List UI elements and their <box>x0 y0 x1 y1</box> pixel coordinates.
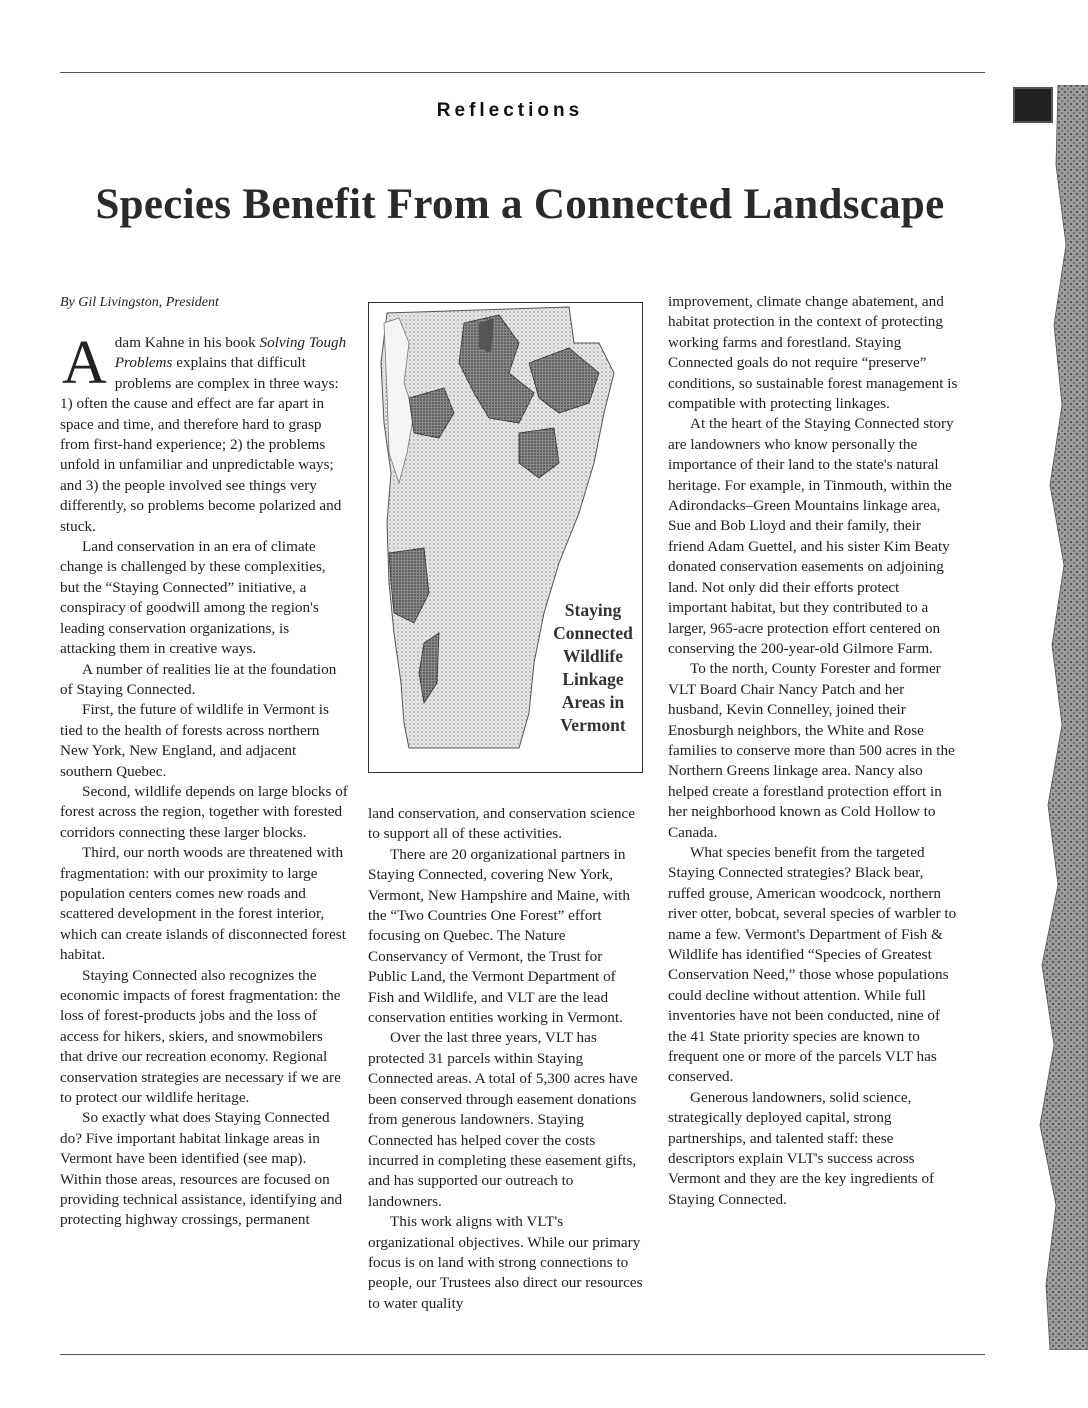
section-label: Reflections <box>436 100 584 121</box>
book-title: Solving Tough Problems <box>114 334 347 372</box>
paragraph: A number of realities lie at the foundation of Staying Connected. <box>60 660 337 698</box>
paragraph: What species benefit from the targeted Staying Connected strategies? Black bear, ruffed grouse, American woodcock, northern river otter, bobcat, several species of warbler to name a few. Vermont's Department of Fish & Wildlife has identified “Species of Greatest Conservation Need,” those whose populations could decline without attention. While full inventories have not been conducted, nine of the 41 State priority species are known to frequent one or more of the parcels VLT has conserved. <box>668 843 957 1086</box>
paragraph: Over the last three years, VLT has protected 31 parcels within Staying Connected areas. A total of 5,300 acres have been conserved through easement donations from generous landowners. Staying Connected has helped cover the costs incurred in completing these easement gifts, and has supported our outreach to landowners. <box>368 1029 638 1210</box>
paragraph: This work aligns with VLT's organizational objectives. While our primary focus is on land with strong connections to people, our Trustees also direct our resources to water quality <box>368 1213 643 1312</box>
paragraph: Generous landowners, solid science, strategically deployed capital, strong partnerships, and talented staff: these descriptors explain VLT's success across Vermont and they are the key ingredients of Staying Connected. <box>668 1088 935 1208</box>
drop-cap: A <box>62 329 107 397</box>
paragraph: There are 20 organizational partners in Staying Connected, covering New York, Vermont, New Hampshire and Maine, with the “Two Countries One Forest” effort focusing on Quebec. The Nature Conservancy of Vermont, the Trust for Public Land, the Vermont Department of Fish and Wildlife, and VLT are the lead conservation entities working in Vermont. <box>368 845 630 1027</box>
paragraph: First, the future of wildlife in Vermont is tied to the health of forests across northern New York, New England, and adjacent southern Quebec. <box>60 701 329 780</box>
paragraph: improvement, climate change abatement, and habitat protection in the context of protecting working farms and forestland. Staying Connected goals do not require “preserve” conditions, so sustainable forest management is compatible with protecting linkages. <box>668 293 958 413</box>
column-2 <box>368 804 643 1314</box>
paragraph: Second, wildlife depends on large blocks of forest across the region, together with forested corridors connecting these larger blocks. <box>60 782 348 841</box>
paragraph: Third, our north woods are threatened with fragmentation: with our proximity to large population centers comes new roads and scattered development in the forest interior, which can create islands of disconnected forest habitat. <box>60 844 346 964</box>
bottom-rule <box>60 1354 985 1355</box>
decorative-edge-strip <box>1028 85 1088 1350</box>
column-3 <box>668 292 960 1210</box>
paragraph: land conservation, and conservation science to support all of these activities. <box>368 805 635 843</box>
column-1 <box>60 329 348 1231</box>
paragraph: To the north, County Forester and former VLT Board Chair Nancy Patch and her husband, Kevin Connelley, joined their Enosburgh neighbors, the White and Rose families to conserve more than 500 acres in the Northern Greens linkage area. Nancy also helped create a forestland protection effort in her neighborhood known as Cold Hollow to Canada. <box>668 660 955 841</box>
headline: Species Benefit From a Connected Landscape <box>95 181 945 228</box>
top-rule <box>60 72 985 73</box>
corner-logo-mark <box>1013 87 1053 123</box>
map-caption: Staying Connected Wildlife Linkage Areas in Vermont <box>553 600 633 735</box>
linkage-map <box>368 302 643 773</box>
paragraph: At the heart of the Staying Connected story are landowners who know personally the importance of their land to the state's natural heritage. For example, in Tinmouth, within the Adirondacks–Green Mountains linkage area, Sue and Bob Lloyd and their family, their friend Adam Guettel, and his sister Kim Beaty donated conservation easements on adjoining land. Not only did their efforts protect important habitat, but they contributed to a larger, 965-acre protection effort centered on conserving the 200-year-old Gilmore Farm. <box>668 415 954 657</box>
byline: By Gil Livingston, President <box>60 295 219 310</box>
paragraph: Staying Connected also recognizes the economic impacts of forest fragmentation: the loss of forest-products jobs and the loss of access for hikers, skiers, and snowmobilers that drive our recreation economy. Regional conservation strategies are necessary if we are to protect our wildlife heritage. <box>60 966 341 1107</box>
paragraph: Land conservation in an era of climate change is challenged by these complexities, but the “Staying Connected” initiative, a conspiracy of goodwill among the region's leading conservation organizations, is attacking them in creative ways. <box>60 538 326 658</box>
paragraph: So exactly what does Staying Connected do? Five important habitat linkage areas in Vermont have been identified (see map). Within those areas, resources are focused on providing technical assistance, identifying and protecting highway crossings, permanent <box>60 1109 343 1229</box>
paragraph: Adam Kahne in his book Solving Tough Problems explains that difficult problems are complex in three ways: 1) often the cause and effect are far apart in space and time, and therefore hard to grasp from first-hand experience; 2) the problems unfold in unfamiliar and unpredictable ways; and 3) the people involved see things very differently, so problems become polarized and stuck. <box>60 329 347 535</box>
